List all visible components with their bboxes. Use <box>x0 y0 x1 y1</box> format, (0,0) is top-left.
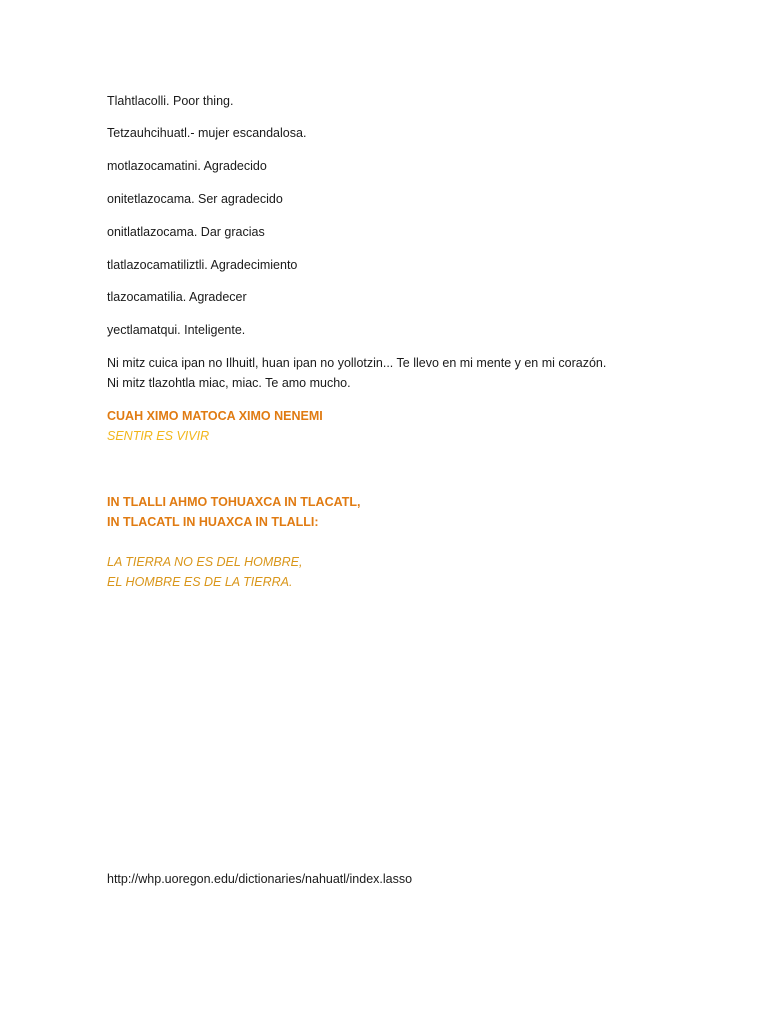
saying-1-nahuatl: CUAH XIMO MATOCA XIMO NENEMI <box>107 409 323 423</box>
vocab-entry-2: Tetzauhcihuatl.- mujer escandalosa. <box>107 126 307 140</box>
saying-2-spanish-line-2: EL HOMBRE ES DE LA TIERRA. <box>107 575 293 589</box>
vocab-entry-6: tlatlazocamatiliztli. Agradecimiento <box>107 258 298 272</box>
saying-2-nahuatl-line-2: IN TLACATL IN HUAXCA IN TLALLI: <box>107 515 319 529</box>
vocab-entry-1: Tlahtlacolli. Poor thing. <box>107 94 234 108</box>
saying-2-nahuatl-line-1: IN TLALLI AHMO TOHUAXCA IN TLACATL, <box>107 495 361 509</box>
vocab-entry-4: onitetlazocama. Ser agradecido <box>107 192 283 206</box>
saying-2-spanish-line-1: LA TIERRA NO ES DEL HOMBRE, <box>107 555 303 569</box>
vocab-entry-3: motlazocamatini. Agradecido <box>107 159 267 173</box>
saying-1-spanish: SENTIR ES VIVIR <box>107 429 210 443</box>
vocab-entry-8: yectlamatqui. Inteligente. <box>107 323 246 337</box>
vocab-entry-5: onitlatlazocama. Dar gracias <box>107 225 265 239</box>
vocab-entry-7: tlazocamatilia. Agradecer <box>107 290 247 304</box>
source-url: http://whp.uoregon.edu/dictionaries/nahuatl/index.lasso <box>107 872 413 886</box>
phrase-line-1: Ni mitz cuica ipan no Ilhuitl, huan ipan no yollotzin... Te llevo en mi mente y en mi corazón. <box>107 356 607 370</box>
phrase-line-2: Ni mitz tlazohtla miac, miac. Te amo mucho. <box>107 376 351 390</box>
